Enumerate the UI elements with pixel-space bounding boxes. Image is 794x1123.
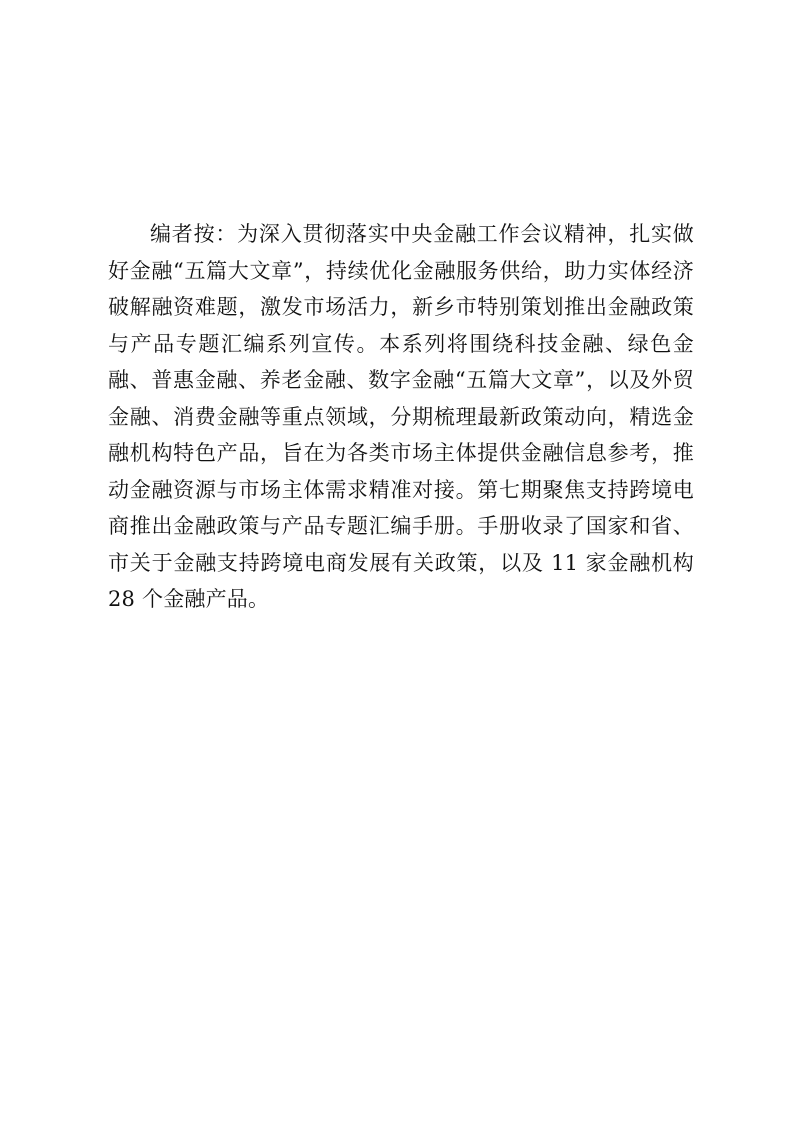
editor-note-paragraph: 编者按：为深入贯彻落实中央金融工作会议精神，扎实做好金融“五篇大文章”，持续优化金融服务供给，助力实体经济破解融资难题，激发市场活力，新乡市特别策划推出金融政策与产品专题汇编系列宣传。本系列将围绕科技金融、绿色金融、普惠金融、养老金融、数字金融“五篇大文章”，以及外贸金融、消费金融等重点领域，分期梳理最新政策动向，精选金融机构特色产品，旨在为各类市场主体提供金融信息参考，推动金融资源与市场主体需求精准对接。第七期聚焦支持跨境电商推出金融政策与产品专题汇编手册。手册收录了国家和省、市关于金融支持跨境电商发展有关政策，以及 11 家金融机构 28 个金融产品。 [108, 222, 694, 611]
